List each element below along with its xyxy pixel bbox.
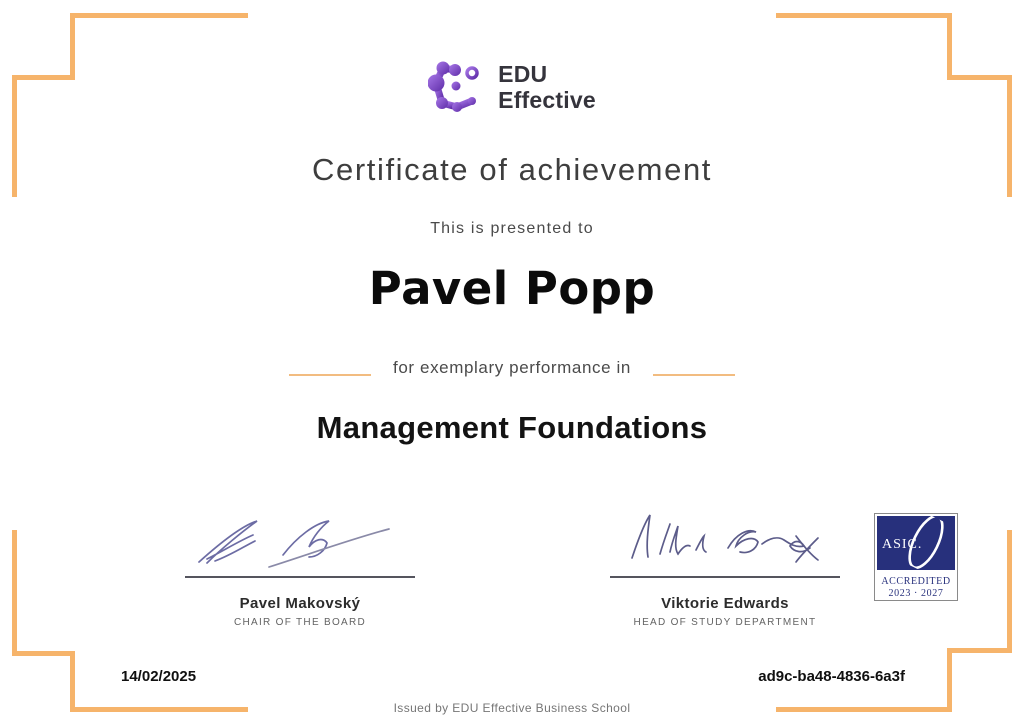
signature-scribble-head-icon [610,512,840,574]
course-name: Management Foundations [316,410,708,445]
brand-logo [0,60,1024,114]
recipient-name: Pavel Popp [368,262,656,315]
reason-divider-left [289,374,371,376]
asic-org-label: ASIC. [882,537,923,552]
brand-wordmark [498,61,596,113]
asic-years-label: 2023 · 2027 [888,588,944,599]
signature-block-head-of-study [610,512,840,628]
signature-scribble-chair-icon [185,512,415,574]
asic-accredited-label: ACCREDITED [881,576,951,587]
brand-line1: EDU [498,61,548,87]
presented-to-label: This is presented to [430,220,594,237]
reason-row [0,358,1024,378]
reason-label: for exemplary performance in [393,358,631,377]
issued-by-note: Issued by EDU Effective Business School [393,701,631,715]
signer-name-head: Viktorie Edwards [661,595,789,612]
signature-line-chair [185,576,415,578]
signer-name-chair: Pavel Makovský [239,595,361,612]
certificate-id: ad9c-ba48-4836-6a3f [758,668,905,685]
signer-role-chair: CHAIR OF THE BOARD [233,617,367,628]
signature-line-head [610,576,840,578]
edu-effective-logo-icon [428,60,482,114]
signature-block-chair [185,512,415,628]
reason-divider-right [653,374,735,376]
asic-accreditation-badge [874,513,958,601]
certificate-title: Certificate of achievement [312,152,712,187]
brand-line2: Effective [498,87,596,113]
issue-date: 14/02/2025 [121,668,197,685]
signer-role-head: HEAD OF STUDY DEPARTMENT [633,617,817,628]
